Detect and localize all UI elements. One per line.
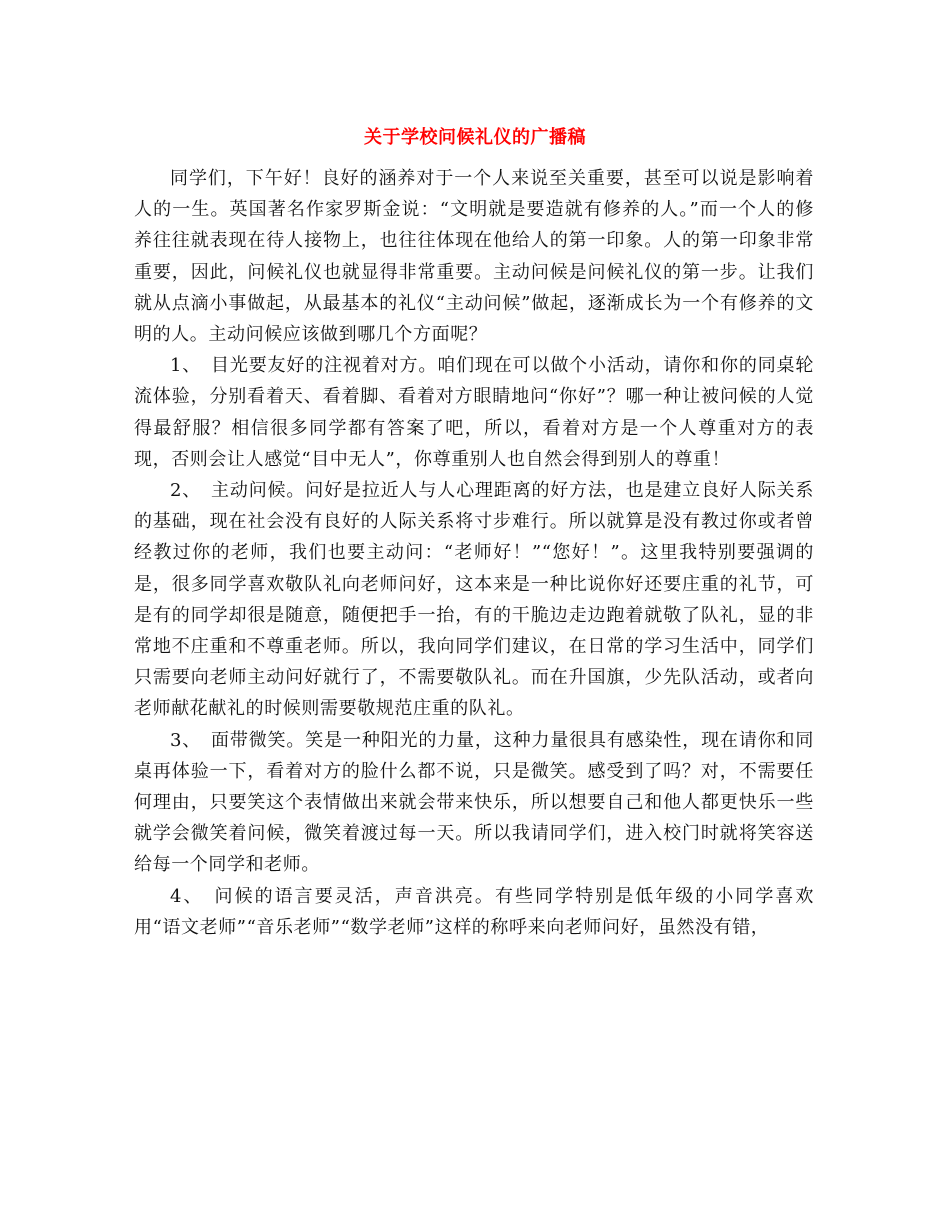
document-body: [134, 163, 814, 943]
paragraph-point-2: 2、 主动问候。问好是拉近人与人心理距离的好方法，也是建立良好人际关系的基础，现在社会没有良好的人际关系将寸步难行。所以就算是没有教过你或者曾经教过你的老师，我们也要主动问：“老师好！”“您好！”。这里我特别要强调的是，很多同学喜欢敬队礼向老师问好，这本来是一种比说你好还要庄重的礼节，可是有的同学却很是随意，随便把手一抬，有的干脆边走边跑着就敬了队礼，显的非常地不庄重和不尊重老师。所以，我向同学们建议，在日常的学习生活中，同学们只需要向老师主动问好就行了，不需要敬队礼。而在升国旗，少先队活动，或者向老师献花献礼的时候则需要敬规范庄重的队礼。: [134, 480, 814, 720]
paragraph-intro: 同学们，下午好！良好的涵养对于一个人来说至关重要，甚至可以说是影响着人的一生。英国著名作家罗斯金说：“文明就是要造就有修养的人。”而一个人的修养往往就表现在待人接物上，也往往体现在他给人的第一印象。人的第一印象非常重要，因此，问候礼仪也就显得非常重要。主动问候是问候礼仪的第一步。让我们就从点滴小事做起，从最基本的礼仪“主动问候”做起，逐渐成长为一个有修养的文明的人。主动问候应该做到哪几个方面呢？: [134, 168, 814, 346]
paragraph-point-3: 3、 面带微笑。笑是一种阳光的力量，这种力量很具有感染性，现在请你和同桌再体验一下，看着对方的脸什么都不说，只是微笑。感受到了吗？对，不需要任何理由，只要笑这个表情做出来就会带来快乐，所以想要自己和他人都更快乐一些就学会微笑着问候，微笑着渡过每一天。所以我请同学们，进入校门时就将笑容送给每一个同学和老师。: [134, 729, 814, 876]
paragraph-point-1: 1、 目光要友好的注视着对方。咱们现在可以做个小活动，请你和你的同桌轮流体验，分别看着天、看着脚、看着对方眼睛地问“你好”？哪一种让被问候的人觉得最舒服？相信很多同学都有答案了吧，所以，看着对方是一个人尊重对方的表现，否则会让人感觉“目中无人”，你尊重别人也自然会得到别人的尊重！: [134, 355, 814, 470]
paragraph-point-4: 4、 问候的语言要灵活，声音洪亮。有些同学特别是低年级的小同学喜欢用“语文老师”“音乐老师”“数学老师”这样的称呼来向老师问好，虽然没有错，: [134, 885, 814, 938]
document-title: 关于学校问候礼仪的广播稿: [364, 127, 586, 148]
